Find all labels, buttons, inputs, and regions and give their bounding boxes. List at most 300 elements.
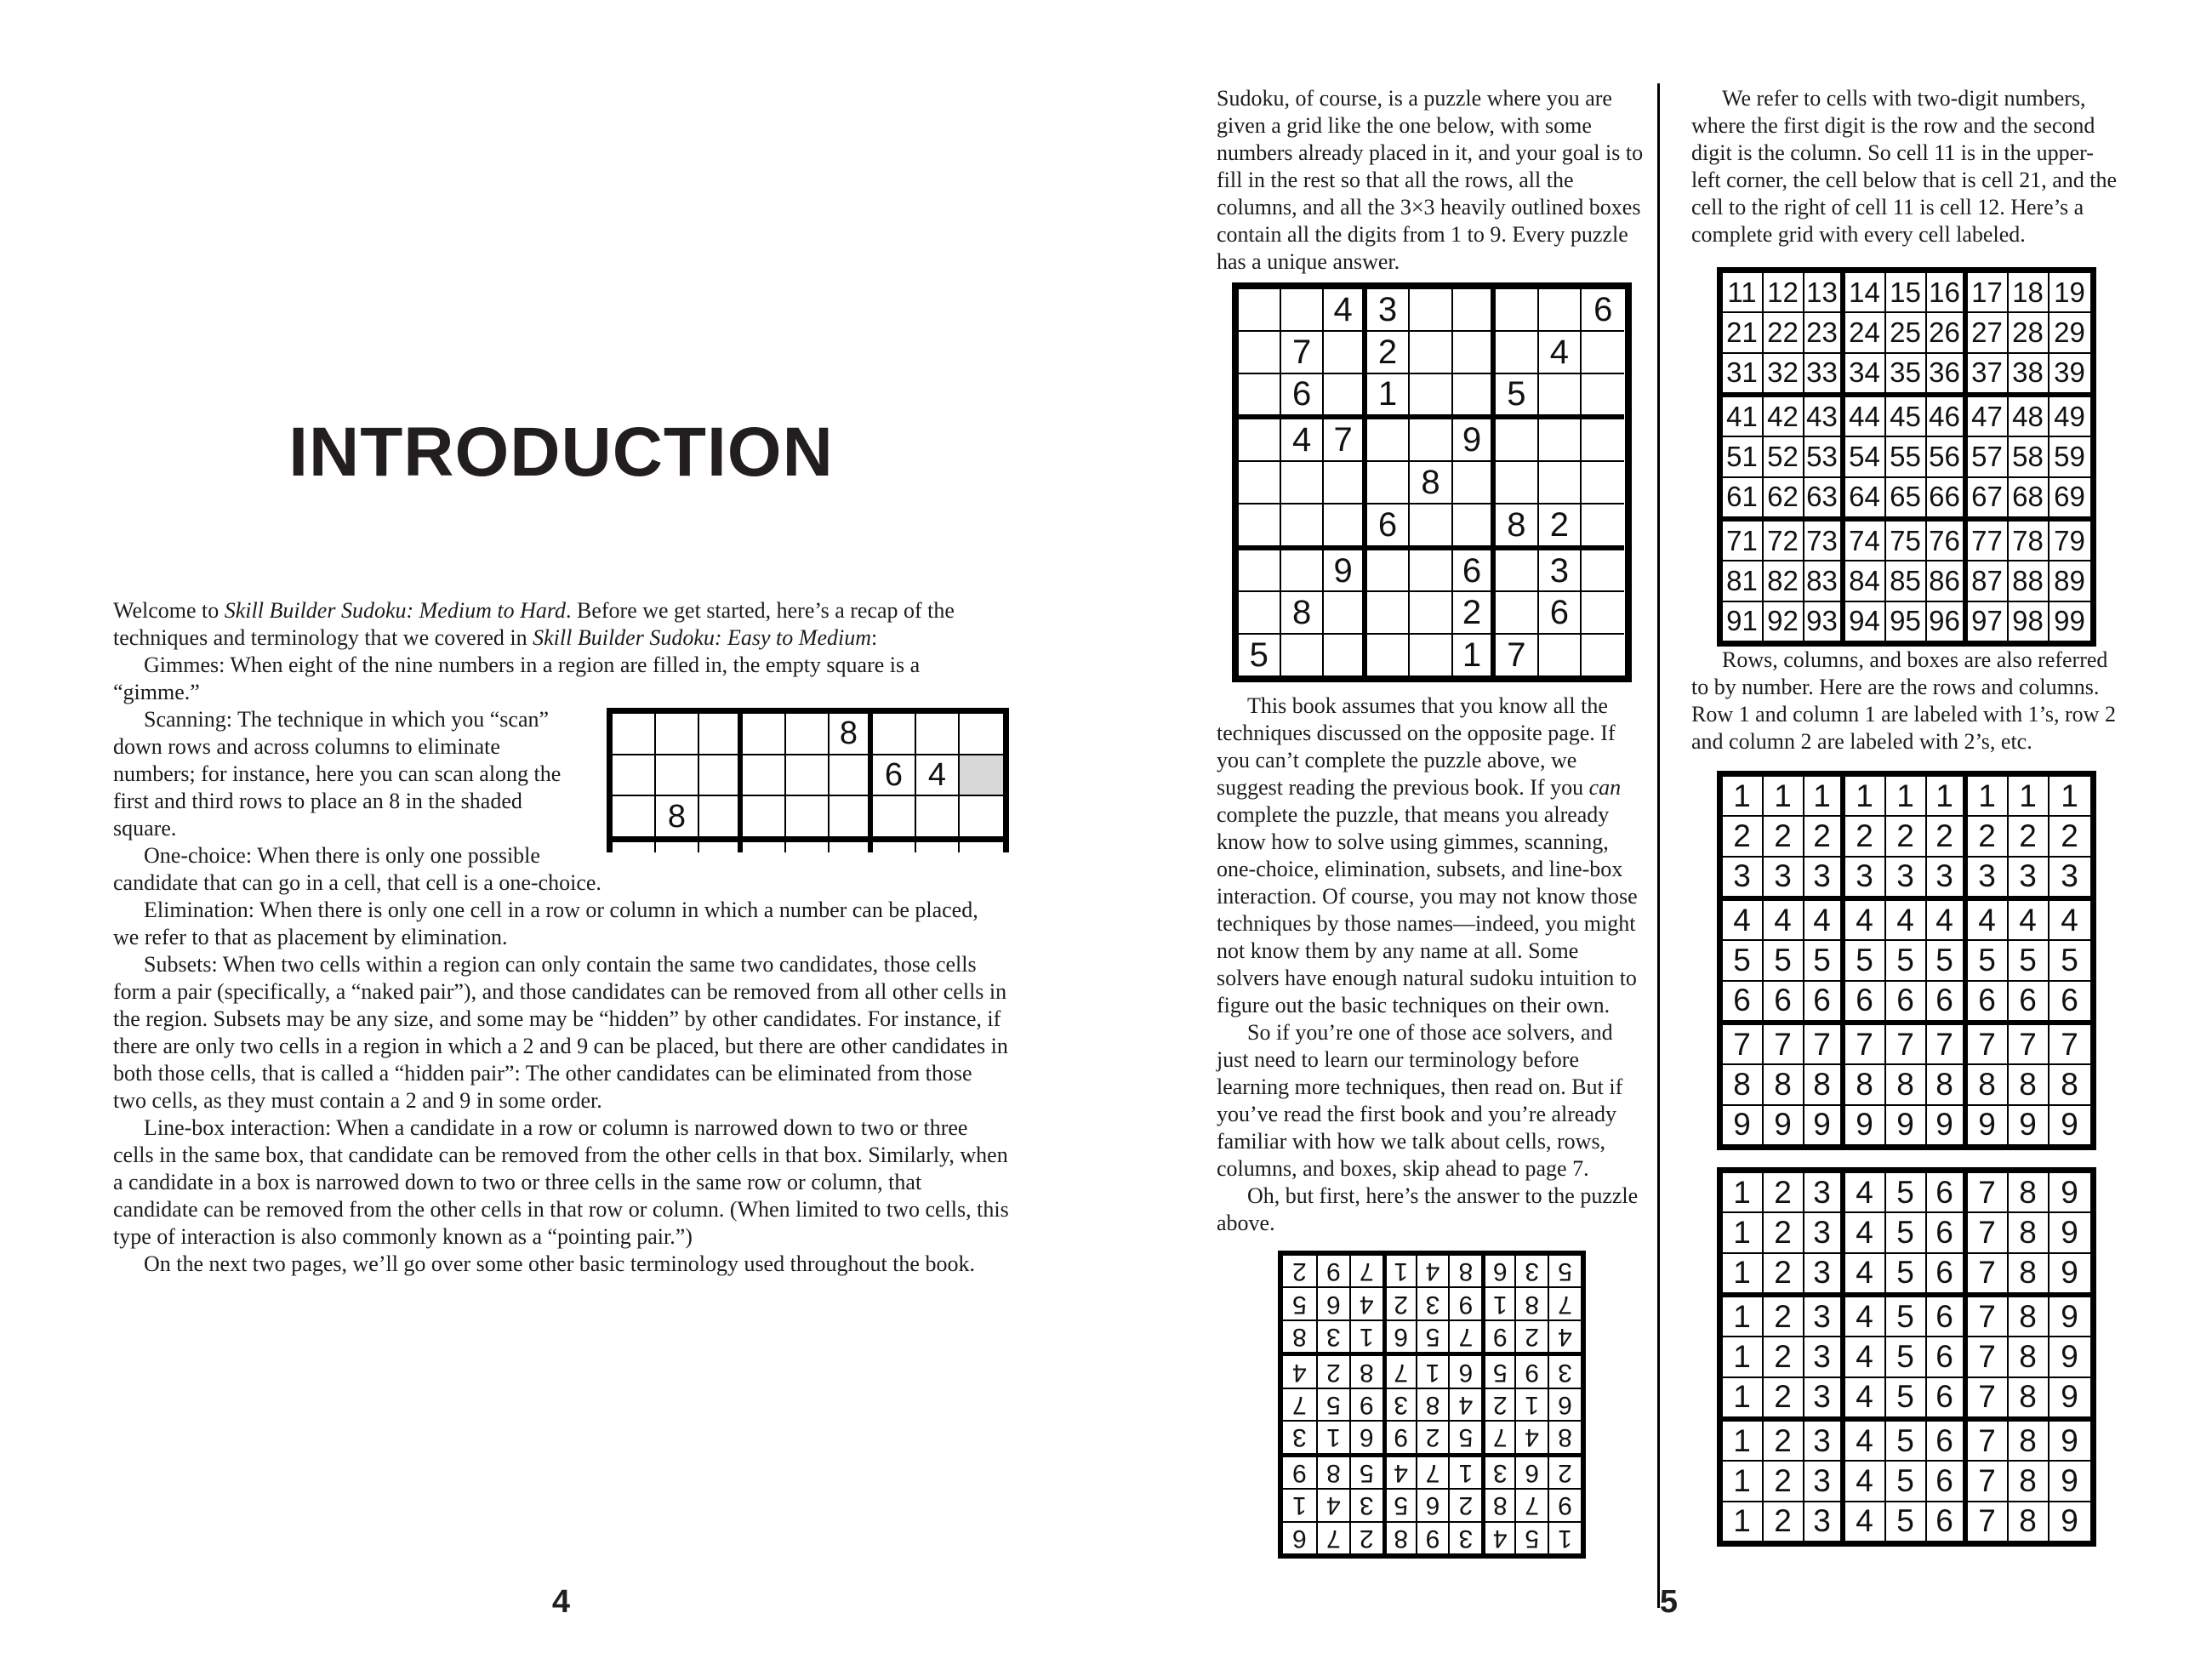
grid-cell: 9 [1804,1106,1845,1144]
grid-cell: 81 [1723,561,1764,601]
grid-cell: 1 [1723,1337,1764,1377]
column-divider-rule [1657,83,1660,1608]
grid-cell [830,796,873,836]
grid-cell: 54 [1845,437,1886,477]
grid-cell: 8 [656,796,699,836]
grid-cell: 1 [1845,777,1886,817]
grid-cell: 5 [1886,1378,1927,1422]
grid-cell: 1 [1415,1352,1448,1387]
grid-cell: 2 [1548,1453,1581,1488]
grid-cell: 6 [1415,1488,1448,1520]
grid-cell [656,755,699,797]
grid-cell [1582,635,1624,675]
grid-cell: 8 [2009,1254,2050,1297]
grid-cell [786,755,830,797]
grid-cell: 1 [1315,1420,1348,1452]
grid-cell: 4 [1845,1254,1886,1297]
grid-cell: 3 [1968,858,2009,901]
grid-cell [1410,419,1452,462]
sudoku-puzzle-grid [1232,282,1632,682]
grid-cell: 9 [2050,1173,2090,1213]
grid-cell: 4 [1845,1502,1886,1541]
grid-cell: 3 [1927,858,1968,901]
grid-cell: 44 [1845,397,1886,437]
grid-cell: 6 [1448,1352,1481,1387]
grid-cell: 5 [1548,1256,1581,1286]
grid-cell: 3 [1804,1502,1845,1541]
grid-cell [873,714,916,755]
grid-cell: 8 [2009,1378,2050,1422]
grid-cell: 33 [1804,354,1845,397]
grid-cell: 1 [1514,1388,1548,1420]
cell-labels-grid [1717,267,2096,647]
grid-cell: 4 [1968,901,2009,941]
grid-cell: 5 [1886,1254,1927,1297]
grid-cell [1239,504,1281,550]
grid-cell: 4 [1804,901,1845,941]
grid-cell: 9 [2050,1462,2090,1502]
grid-cell: 7 [1496,635,1538,675]
grid-cell: 1 [1453,635,1496,675]
grid-cell: 6 [1886,982,1927,1025]
page4-body [113,597,1009,1278]
grid-cell: 9 [1448,1286,1481,1319]
paragraph-text: : [870,625,878,650]
paragraph-line-box: Line-box interaction: When a candidate in a row or column is narrowed down to two or three cells in the same box, that candidate can be removed from the other cells in that box. Similarly, when a candidate in a box is narrowed down to two or three cells in the same row or column, that candidate can be removed from the other cells in that row or column. (When limited to two cells, this type of interaction is also commonly known as a “pointing pair.”) [113,1115,1009,1249]
grid-cell [916,796,960,836]
grid-cell: 71 [1723,522,1764,561]
grid-cell: 4 [1448,1388,1481,1420]
grid-cell: 2 [1348,1521,1382,1553]
paragraph-text: Welcome to [113,598,225,623]
grid-cell [1453,289,1496,332]
grid-cell [916,842,960,852]
grid-cell: 6 [1723,982,1764,1025]
grid-cell: 1 [1283,1488,1316,1520]
grid-cell: 56 [1927,437,1968,477]
scanning-example-grid [607,708,1009,842]
grid-cell: 3 [1764,858,1804,901]
grid-cell [960,842,1003,852]
grid-cell: 25 [1886,313,1927,353]
grid-cell: 7 [1415,1453,1448,1488]
grid-cell [613,842,656,852]
grid-cell: 6 [1481,1256,1514,1286]
grid-cell: 7 [1382,1352,1415,1387]
grid-cell [786,714,830,755]
grid-cell: 1 [1348,1319,1382,1352]
book-title-medium-to-hard: Skill Builder Sudoku: Medium to Hard [224,598,566,623]
grid-cell: 2 [1315,1352,1348,1387]
grid-cell: 65 [1886,478,1927,522]
grid-cell: 4 [2009,901,2050,941]
grid-cell: 96 [1927,602,1968,641]
grid-cell: 8 [2009,1065,2050,1105]
grid-cell: 9 [2050,1254,2090,1297]
paragraph-text: complete the puzzle, that means you already know how to solve using gimmes, scanning, one-choice, elimination, subsets, and line-box interaction. Of course, you may not know those techniques by those names—indeed, you might not know them by any name at all. Some solvers have enough natural sudoku intuition to figure out the basic techniques on their own. [1217,802,1638,1017]
grid-cell: 3 [2009,858,2050,901]
grid-cell: 4 [1845,1422,1886,1462]
grid-cell: 22 [1764,313,1804,353]
grid-cell: 8 [1415,1388,1448,1420]
book-title-easy-to-medium: Skill Builder Sudoku: Easy to Medium [533,625,871,650]
grid-cell [699,796,743,836]
grid-cell: 6 [1927,1254,1968,1297]
grid-cell: 3 [1804,1462,1845,1502]
grid-cell: 8 [1723,1065,1764,1105]
grid-cell: 97 [1968,602,2009,641]
grid-cell: 2 [1764,1462,1804,1502]
grid-cell: 51 [1723,437,1764,477]
grid-cell [743,755,786,797]
grid-cell: 9 [1453,419,1496,462]
grid-cell [613,714,656,755]
grid-cell: 6 [1548,1388,1581,1420]
grid-cell: 23 [1804,313,1845,353]
grid-cell: 9 [1315,1256,1348,1286]
grid-cell: 76 [1927,522,1968,561]
grid-cell: 95 [1886,602,1927,641]
grid-cell: 4 [1548,1319,1581,1352]
grid-cell: 34 [1845,354,1886,397]
grid-cell: 5 [1886,1297,1927,1337]
grid-cell [1410,332,1452,374]
grid-cell: 8 [1382,1521,1415,1553]
grid-cell [1453,374,1496,420]
grid-cell: 91 [1723,602,1764,641]
grid-cell [1281,635,1324,675]
grid-cell: 4 [1539,332,1582,374]
grid-cell [1453,462,1496,504]
grid-cell: 42 [1764,397,1804,437]
grid-cell: 5 [1886,1422,1927,1462]
grid-cell: 2 [1415,1420,1448,1452]
grid-cell: 9 [1514,1352,1548,1387]
grid-cell: 7 [1968,1297,2009,1337]
grid-cell: 6 [1927,1378,1968,1422]
grid-cell: 2 [1764,817,1804,857]
grid-cell: 1 [1548,1521,1581,1553]
grid-cell [699,714,743,755]
grid-cell: 8 [2009,1213,2050,1253]
grid-cell: 87 [1968,561,2009,601]
grid-cell: 9 [1348,1388,1382,1420]
grid-cell: 6 [1927,1297,1968,1337]
grid-cell: 3 [1348,1488,1382,1520]
paragraph-row-column-numbering: Rows, columns, and boxes are also referred to by number. Here are the rows and columns. Row 1 and column 1 are labeled with 1’s, row 2 and column 2 are labeled with 2’s, etc. [1691,647,2116,754]
grid-cell: 6 [1382,1319,1415,1352]
grid-cell: 4 [1845,1462,1886,1502]
grid-cell: 99 [2054,605,2085,637]
grid-cell: 7 [1723,1025,1764,1065]
grid-cell: 5 [1382,1488,1415,1520]
grid-cell: 16 [1927,273,1968,313]
grid-cell [1410,289,1452,332]
grid-cell: 9 [2061,1107,2078,1143]
grid-cell: 86 [1927,561,1968,601]
grid-cell: 28 [2009,313,2050,353]
grid-cell: 9 [2050,1422,2090,1462]
grid-cell: 1 [1723,1254,1764,1297]
grid-cell: 3 [1804,1254,1845,1297]
grid-cell: 72 [1764,522,1804,561]
grid-cell: 49 [2050,397,2090,437]
grid-cell: 7 [1804,1025,1845,1065]
grid-cell: 4 [1764,901,1804,941]
paragraph-cell-numbering: We refer to cells with two-digit numbers, where the first digit is the row and the second digit is the column. So cell 11 is in the upper-left corner, the cell below that is cell 21, and the cell to the right of cell 11 is cell 12. Here’s a complete grid with every cell labeled. [1691,86,2117,247]
grid-cell: 5 [1886,1462,1927,1502]
grid-cell: 64 [1845,478,1886,522]
grid-cell: 88 [2009,561,2050,601]
grid-cell [1239,550,1281,593]
grid-cell: 5 [1886,1502,1927,1541]
grid-cell: 8 [1315,1453,1348,1488]
grid-cell: 7 [1968,1337,2009,1377]
grid-cell: 7 [1968,1173,2009,1213]
grid-cell: 7 [1315,1521,1348,1553]
emphasis-can: can [1588,775,1622,800]
grid-cell: 8 [1764,1065,1804,1105]
grid-cell [1410,635,1452,675]
grid-cell: 6 [1927,1213,1968,1253]
grid-cell: 3 [1539,550,1582,593]
grid-cell: 18 [2009,273,2050,313]
grid-cell: 4 [1283,1352,1316,1387]
grid-cell [1281,504,1324,550]
grid-cell [1582,374,1624,420]
grid-cell: 2 [1804,817,1845,857]
grid-cell: 58 [2009,437,2050,477]
grid-cell: 8 [1496,504,1538,550]
grid-cell: 2 [1764,1254,1804,1297]
grid-cell: 7 [1348,1256,1382,1286]
grid-cell: 4 [916,755,960,797]
grid-cell: 7 [1481,1420,1514,1452]
grid-cell: 4 [2050,901,2090,941]
paragraph-subsets: Subsets: When two cells within a region can only contain the same two candidates, those cells form a pair (specifically, a “naked pair”), and those candidates can be removed from all other cells in the region. Subsets may be any size, and some may be “hidden” by other candidates. For instance, if there are only two cells in a region in which a 2 and 9 can be placed, but there are other candidates in both those cells, that is called a “hidden pair”: The other candidates can be eliminated from those two cells, as they must contain a 2 and 9 in some order. [113,952,1008,1113]
grid-cell [1367,550,1410,593]
grid-cell: 8 [2009,1297,2050,1337]
grid-cell: 32 [1764,354,1804,397]
grid-cell: 1 [1448,1453,1481,1488]
grid-cell: 8 [1548,1420,1581,1452]
grid-cell: 5 [1804,941,1845,981]
grid-cell: 31 [1723,354,1764,397]
grid-cell: 3 [1886,858,1927,901]
grid-cell: 4 [1723,901,1764,941]
page-number-4: 4 [551,1584,571,1620]
grid-cell: 63 [1804,478,1845,522]
grid-cell: 5 [1348,1453,1382,1488]
grid-cell: 73 [1804,522,1845,561]
grid-cell: 8 [1481,1488,1514,1520]
grid-cell [960,714,1003,755]
grid-cell [1239,419,1281,462]
grid-cell: 9 [1324,550,1366,593]
grid-cell: 98 [2009,602,2050,641]
grid-cell: 9 [1968,1106,2009,1144]
grid-cell: 5 [2050,941,2090,981]
grid-cell: 3 [1723,858,1764,901]
grid-cell: 4 [1514,1420,1548,1452]
grid-cell: 83 [1804,561,1845,601]
grid-cell: 4 [1845,1378,1886,1422]
grid-cell: 5 [1496,374,1538,420]
grid-cell: 66 [1927,478,1968,522]
grid-cell: 9 [1481,1319,1514,1352]
grid-cell [1453,504,1496,550]
grid-cell: 5 [1239,635,1281,675]
grid-cell [1539,462,1582,504]
grid-cell: 1 [1382,1256,1415,1286]
grid-cell: 7 [1968,1025,2009,1065]
grid-cell: 4 [1927,901,1968,941]
grid-cell [1582,419,1624,462]
grid-cell [1410,504,1452,550]
grid-cell: 8 [2009,1502,2050,1541]
grid-cell: 9 [1548,1488,1581,1520]
grid-cell: 7 [1548,1286,1581,1319]
grid-cell [1582,332,1624,374]
grid-cell [1539,374,1582,420]
grid-cell: 5 [1886,1337,1927,1377]
page5-left-column [1217,85,1646,1559]
grid-cell: 2 [1723,817,1764,857]
grid-cell: 6 [1927,1422,1968,1462]
grid-cell: 3 [1415,1286,1448,1319]
grid-cell [1239,592,1281,635]
grid-cell: 6 [1281,374,1324,420]
grid-cell: 2 [2009,817,2050,857]
grid-cell: 7 [1283,1388,1316,1420]
paragraph-one-choice: One-choice: When there is only one possible candidate that can go in a cell, that cell is a one-choice. [113,843,601,895]
grid-cell [1324,332,1366,374]
grid-cell: 3 [1804,1337,1845,1377]
grid-cell: 17 [1968,273,2009,313]
grid-cell [1582,592,1624,635]
grid-cell: 8 [2009,1337,2050,1377]
grid-cell: 4 [1324,289,1366,332]
grid-cell: 2 [1514,1319,1548,1352]
column-numbers-grid [1717,1167,2096,1547]
grid-cell: 4 [1845,1173,1886,1213]
grid-cell: 1 [1723,1378,1764,1422]
grid-cell: 3 [1481,1453,1514,1488]
grid-cell: 6 [1927,1173,1968,1213]
grid-cell [786,842,830,852]
grid-cell: 1 [2009,777,2050,817]
grid-cell [1367,635,1410,675]
grid-cell: 6 [1514,1453,1548,1488]
grid-cell: 3 [1804,858,1845,901]
grid-cell: 39 [2050,354,2090,397]
grid-cell: 5 [1886,1213,1927,1253]
grid-cell: 26 [1927,313,1968,353]
grid-cell: 6 [1804,982,1845,1025]
grid-cell: 9 [2050,1213,2090,1253]
grid-cell: 8 [1927,1065,1968,1105]
sudoku-answer-grid-upside-down [1278,1251,1586,1559]
grid-cell: 6 [1927,1337,1968,1377]
grid-cell: 5 [1886,1173,1927,1213]
grid-cell [1453,332,1496,374]
grid-cell: 6 [1927,982,1968,1025]
grid-cell: 4 [1845,901,1886,941]
grid-cell: 9 [2061,1503,2078,1539]
grid-cell: 3 [1315,1319,1348,1352]
grid-cell: 8 [1283,1319,1316,1352]
grid-cell [613,755,656,797]
grid-cell: 3 [1514,1256,1548,1286]
row-numbers-grid [1717,771,2096,1150]
grid-cell: 9 [2009,1106,2050,1144]
grid-cell: 94 [1845,602,1886,641]
grid-cell: 24 [1845,313,1886,353]
grid-cell: 27 [1968,313,2009,353]
grid-cell: 2 [1367,332,1410,374]
grid-cell: 3 [1548,1352,1581,1387]
grid-cell: 4 [1382,1453,1415,1488]
grid-cell: 74 [1845,522,1886,561]
grid-cell: 8 [2009,1462,2050,1502]
grid-cell: 1 [1723,1462,1764,1502]
grid-cell: 5 [1845,941,1886,981]
grid-cell [1410,592,1452,635]
paragraph-elimination: Elimination: When there is only one cell in a row or column in which a number can be placed, we refer to that as placement by elimination. [113,898,978,949]
grid-cell: 3 [1382,1388,1415,1420]
grid-cell: 9 [1886,1106,1927,1144]
grid-cell: 6 [1367,504,1410,550]
grid-cell: 2 [1845,817,1886,857]
grid-cell: 2 [1481,1388,1514,1420]
grid-cell: 7 [1324,419,1366,462]
grid-cell: 2 [1764,1422,1804,1462]
grid-cell [830,755,873,797]
grid-cell: 3 [1804,1378,1845,1422]
grid-cell: 45 [1886,397,1927,437]
grid-cell: 9 [1723,1106,1764,1144]
grid-cell: 7 [1968,1213,2009,1253]
grid-cell: 55 [1886,437,1927,477]
scanning-example-figure [590,708,1009,864]
grid-cell: 46 [1927,397,1968,437]
grid-cell: 3 [1804,1173,1845,1213]
grid-cell [916,714,960,755]
grid-cell: 2 [1764,1173,1804,1213]
paragraph-gimmes: Gimmes: When eight of the nine numbers in a region are filled in, the empty square is a “gimme.” [113,653,921,704]
page5-right-column [1691,85,2121,1547]
grid-cell [1539,635,1582,675]
grid-cell: 47 [1968,397,2009,437]
paragraph-answer-note: Oh, but first, here’s the answer to the puzzle above. [1217,1183,1639,1235]
paragraph-ace-solvers: So if you’re one of those ace solvers, and just need to learn our terminology before learning more techniques, then read on. But if you’ve read the first book and you’re already familiar with how we talk about cells, rows, columns, and boxes, skip ahead to page 7. [1217,1020,1623,1181]
grid-cell: 29 [2050,313,2090,353]
grid-cell: 7 [1845,1025,1886,1065]
grid-cell: 36 [1927,354,1968,397]
grid-cell [1496,592,1538,635]
grid-cell: 5 [1315,1388,1348,1420]
grid-cell: 4 [1281,419,1324,462]
grid-cell [873,842,916,852]
grid-cell: 8 [1845,1065,1886,1105]
grid-cell: 93 [1804,602,1845,641]
grid-cell: 41 [1723,397,1764,437]
grid-cell [1367,419,1410,462]
grid-cell: 79 [2050,522,2090,561]
grid-cell: 8 [1968,1065,2009,1105]
grid-cell: 9 [1845,1106,1886,1144]
grid-cell [1539,289,1582,332]
